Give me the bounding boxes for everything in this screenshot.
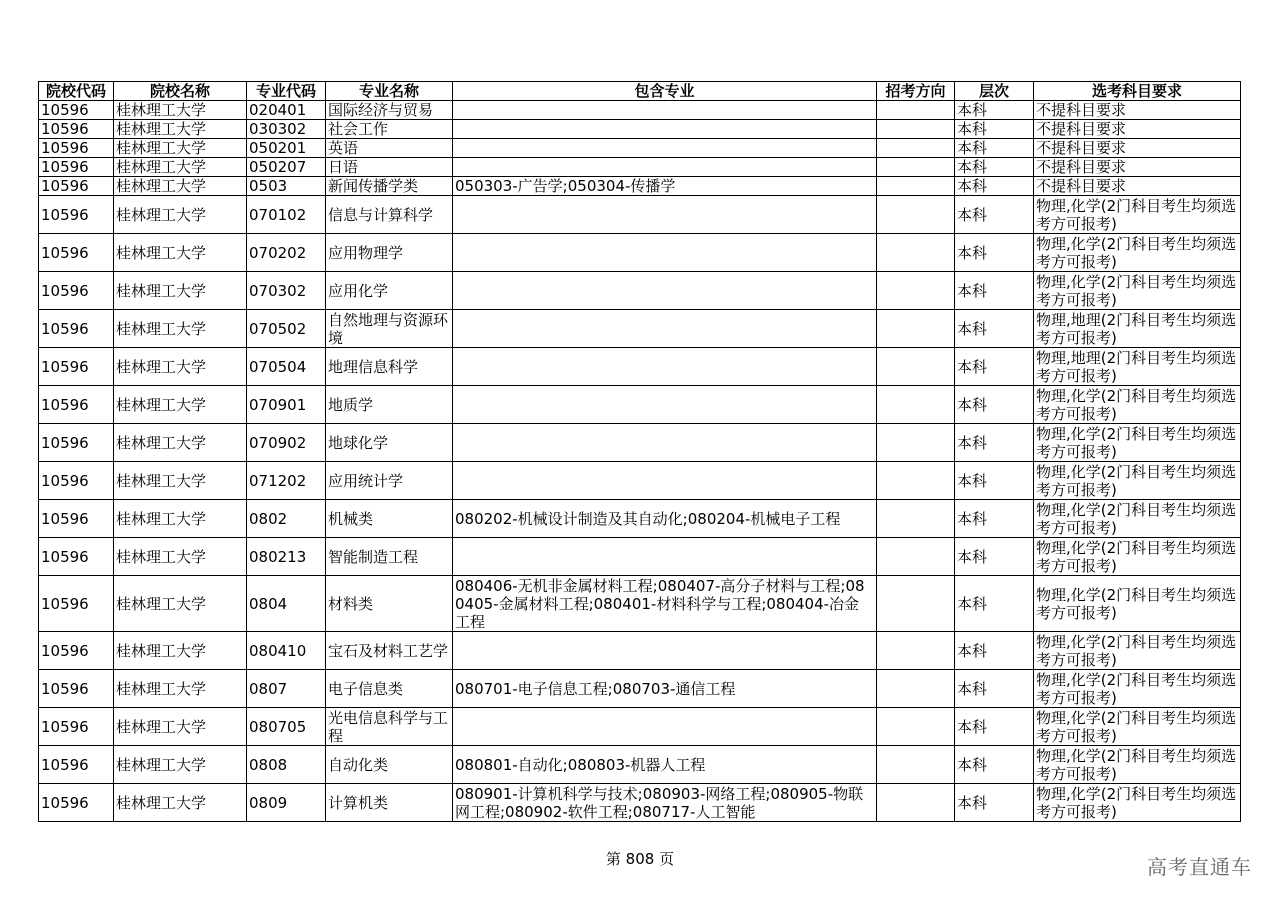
major-name-cell: 地球化学 xyxy=(326,424,453,462)
school-code-cell: 10596 xyxy=(39,632,114,670)
table-row xyxy=(39,158,1241,177)
major-code-cell: 0809 xyxy=(247,784,326,822)
included-majors-cell xyxy=(453,348,877,386)
subject-requirements-cell: 物理,化学(2门科目考生均须选考方可报考) xyxy=(1034,424,1241,462)
table-row xyxy=(39,576,1241,632)
school-name-cell: 桂林理工大学 xyxy=(114,670,247,708)
school-code-cell: 10596 xyxy=(39,158,114,177)
major-name-cell: 应用统计学 xyxy=(326,462,453,500)
school-name-cell: 桂林理工大学 xyxy=(114,177,247,196)
admission-direction-cell xyxy=(877,310,955,348)
subject-requirements-cell: 物理,化学(2门科目考生均须选考方可报考) xyxy=(1034,708,1241,746)
major-name-cell: 新闻传播学类 xyxy=(326,177,453,196)
included-majors-cell: 080901-计算机科学与技术;080903-网络工程;080905-物联网工程;080902-软件工程;080717-人工智能 xyxy=(453,784,877,822)
subject-requirements-cell: 物理,化学(2门科目考生均须选考方可报考) xyxy=(1034,784,1241,822)
school-code-cell: 10596 xyxy=(39,462,114,500)
admission-direction-cell xyxy=(877,234,955,272)
major-name-cell: 应用化学 xyxy=(326,272,453,310)
table-row xyxy=(39,538,1241,576)
subject-requirements-cell: 物理,化学(2门科目考生均须选考方可报考) xyxy=(1034,462,1241,500)
table-header-row xyxy=(39,82,1241,101)
included-majors-cell xyxy=(453,101,877,120)
school-name-cell: 桂林理工大学 xyxy=(114,348,247,386)
subject-requirements-cell: 不提科目要求 xyxy=(1034,177,1241,196)
table-row xyxy=(39,462,1241,500)
level-cell: 本科 xyxy=(955,746,1034,784)
major-code-cell: 080410 xyxy=(247,632,326,670)
table-row xyxy=(39,348,1241,386)
table-row xyxy=(39,784,1241,822)
school-code-cell: 10596 xyxy=(39,234,114,272)
level-cell: 本科 xyxy=(955,500,1034,538)
school-code-cell: 10596 xyxy=(39,538,114,576)
major-code-cell: 0802 xyxy=(247,500,326,538)
major-code-cell: 050201 xyxy=(247,139,326,158)
table-row xyxy=(39,386,1241,424)
subject-requirements-cell: 不提科目要求 xyxy=(1034,158,1241,177)
school-name-cell: 桂林理工大学 xyxy=(114,708,247,746)
school-name-cell: 桂林理工大学 xyxy=(114,424,247,462)
school-code-cell: 10596 xyxy=(39,424,114,462)
level-cell: 本科 xyxy=(955,120,1034,139)
school-name-cell: 桂林理工大学 xyxy=(114,139,247,158)
major-name-cell: 英语 xyxy=(326,139,453,158)
table-row xyxy=(39,424,1241,462)
level-cell: 本科 xyxy=(955,462,1034,500)
included-majors-cell: 080406-无机非金属材料工程;080407-高分子材料与工程;080405-金属材料工程;080401-材料科学与工程;080404-冶金工程 xyxy=(453,576,877,632)
header-school-code: 院校代码 xyxy=(39,82,114,101)
admission-direction-cell xyxy=(877,576,955,632)
major-name-cell: 应用物理学 xyxy=(326,234,453,272)
major-name-cell: 计算机类 xyxy=(326,784,453,822)
major-name-cell: 信息与计算科学 xyxy=(326,196,453,234)
admission-direction-cell xyxy=(877,424,955,462)
table-row xyxy=(39,101,1241,120)
major-code-cell: 0808 xyxy=(247,746,326,784)
table-row xyxy=(39,670,1241,708)
watermark-logo-text: 高考直通车 xyxy=(1147,855,1252,879)
major-code-cell: 071202 xyxy=(247,462,326,500)
school-code-cell: 10596 xyxy=(39,272,114,310)
subject-requirements-cell: 物理,化学(2门科目考生均须选考方可报考) xyxy=(1034,196,1241,234)
major-code-cell: 070504 xyxy=(247,348,326,386)
admission-direction-cell xyxy=(877,500,955,538)
table-row xyxy=(39,234,1241,272)
level-cell: 本科 xyxy=(955,348,1034,386)
included-majors-cell xyxy=(453,632,877,670)
major-name-cell: 电子信息类 xyxy=(326,670,453,708)
subject-requirements-cell: 物理,化学(2门科目考生均须选考方可报考) xyxy=(1034,500,1241,538)
major-code-cell: 070901 xyxy=(247,386,326,424)
included-majors-cell: 080701-电子信息工程;080703-通信工程 xyxy=(453,670,877,708)
admission-direction-cell xyxy=(877,139,955,158)
subject-requirements-cell: 物理,化学(2门科目考生均须选考方可报考) xyxy=(1034,386,1241,424)
school-name-cell: 桂林理工大学 xyxy=(114,462,247,500)
admission-direction-cell xyxy=(877,120,955,139)
level-cell: 本科 xyxy=(955,538,1034,576)
school-code-cell: 10596 xyxy=(39,310,114,348)
school-code-cell: 10596 xyxy=(39,120,114,139)
major-name-cell: 材料类 xyxy=(326,576,453,632)
major-name-cell: 国际经济与贸易 xyxy=(326,101,453,120)
admission-direction-cell xyxy=(877,386,955,424)
header-major-name: 专业名称 xyxy=(326,82,453,101)
school-name-cell: 桂林理工大学 xyxy=(114,784,247,822)
included-majors-cell xyxy=(453,158,877,177)
included-majors-cell xyxy=(453,424,877,462)
school-name-cell: 桂林理工大学 xyxy=(114,310,247,348)
table-row xyxy=(39,120,1241,139)
admission-direction-cell xyxy=(877,348,955,386)
subject-requirements-cell: 物理,地理(2门科目考生均须选考方可报考) xyxy=(1034,348,1241,386)
school-code-cell: 10596 xyxy=(39,670,114,708)
admission-direction-cell xyxy=(877,784,955,822)
major-code-cell: 070202 xyxy=(247,234,326,272)
level-cell: 本科 xyxy=(955,632,1034,670)
major-name-cell: 日语 xyxy=(326,158,453,177)
admission-direction-cell xyxy=(877,462,955,500)
level-cell: 本科 xyxy=(955,177,1034,196)
major-code-cell: 050207 xyxy=(247,158,326,177)
subject-requirements-cell: 物理,地理(2门科目考生均须选考方可报考) xyxy=(1034,310,1241,348)
included-majors-cell: 050303-广告学;050304-传播学 xyxy=(453,177,877,196)
major-code-cell: 030302 xyxy=(247,120,326,139)
major-code-cell: 0807 xyxy=(247,670,326,708)
table-row xyxy=(39,196,1241,234)
level-cell: 本科 xyxy=(955,272,1034,310)
level-cell: 本科 xyxy=(955,310,1034,348)
school-name-cell: 桂林理工大学 xyxy=(114,632,247,670)
level-cell: 本科 xyxy=(955,139,1034,158)
major-code-cell: 0503 xyxy=(247,177,326,196)
school-name-cell: 桂林理工大学 xyxy=(114,158,247,177)
school-name-cell: 桂林理工大学 xyxy=(114,272,247,310)
major-code-cell: 080705 xyxy=(247,708,326,746)
included-majors-cell: 080202-机械设计制造及其自动化;080204-机械电子工程 xyxy=(453,500,877,538)
school-name-cell: 桂林理工大学 xyxy=(114,500,247,538)
school-code-cell: 10596 xyxy=(39,139,114,158)
table-row xyxy=(39,310,1241,348)
subject-requirements-cell: 物理,化学(2门科目考生均须选考方可报考) xyxy=(1034,234,1241,272)
school-code-cell: 10596 xyxy=(39,708,114,746)
major-code-cell: 070102 xyxy=(247,196,326,234)
school-name-cell: 桂林理工大学 xyxy=(114,196,247,234)
admission-direction-cell xyxy=(877,538,955,576)
included-majors-cell xyxy=(453,462,877,500)
level-cell: 本科 xyxy=(955,386,1034,424)
included-majors-cell xyxy=(453,386,877,424)
level-cell: 本科 xyxy=(955,708,1034,746)
school-name-cell: 桂林理工大学 xyxy=(114,101,247,120)
included-majors-cell xyxy=(453,196,877,234)
subject-requirements-cell: 物理,化学(2门科目考生均须选考方可报考) xyxy=(1034,746,1241,784)
major-name-cell: 社会工作 xyxy=(326,120,453,139)
level-cell: 本科 xyxy=(955,784,1034,822)
major-code-cell: 070502 xyxy=(247,310,326,348)
subject-requirements-cell: 物理,化学(2门科目考生均须选考方可报考) xyxy=(1034,272,1241,310)
included-majors-cell: 080801-自动化;080803-机器人工程 xyxy=(453,746,877,784)
level-cell: 本科 xyxy=(955,158,1034,177)
included-majors-cell xyxy=(453,310,877,348)
school-code-cell: 10596 xyxy=(39,746,114,784)
major-code-cell: 080213 xyxy=(247,538,326,576)
page-number: 第 808 页 xyxy=(605,850,675,868)
included-majors-cell xyxy=(453,139,877,158)
school-name-cell: 桂林理工大学 xyxy=(114,746,247,784)
header-included-majors: 包含专业 xyxy=(453,82,877,101)
admission-direction-cell xyxy=(877,101,955,120)
major-code-cell: 070902 xyxy=(247,424,326,462)
included-majors-cell xyxy=(453,708,877,746)
major-name-cell: 自然地理与资源环境 xyxy=(326,310,453,348)
header-school-name: 院校名称 xyxy=(114,82,247,101)
level-cell: 本科 xyxy=(955,101,1034,120)
included-majors-cell xyxy=(453,234,877,272)
table-row xyxy=(39,500,1241,538)
included-majors-cell xyxy=(453,272,877,310)
school-code-cell: 10596 xyxy=(39,196,114,234)
table-row xyxy=(39,708,1241,746)
school-name-cell: 桂林理工大学 xyxy=(114,386,247,424)
admissions-table xyxy=(38,81,1241,822)
school-code-cell: 10596 xyxy=(39,348,114,386)
subject-requirements-cell: 物理,化学(2门科目考生均须选考方可报考) xyxy=(1034,576,1241,632)
subject-requirements-cell: 不提科目要求 xyxy=(1034,101,1241,120)
major-name-cell: 机械类 xyxy=(326,500,453,538)
major-name-cell: 光电信息科学与工程 xyxy=(326,708,453,746)
school-name-cell: 桂林理工大学 xyxy=(114,120,247,139)
major-code-cell: 070302 xyxy=(247,272,326,310)
level-cell: 本科 xyxy=(955,196,1034,234)
table-row xyxy=(39,177,1241,196)
school-name-cell: 桂林理工大学 xyxy=(114,538,247,576)
major-code-cell: 0804 xyxy=(247,576,326,632)
major-name-cell: 宝石及材料工艺学 xyxy=(326,632,453,670)
major-name-cell: 智能制造工程 xyxy=(326,538,453,576)
school-code-cell: 10596 xyxy=(39,177,114,196)
level-cell: 本科 xyxy=(955,424,1034,462)
admission-direction-cell xyxy=(877,177,955,196)
admission-direction-cell xyxy=(877,158,955,177)
school-name-cell: 桂林理工大学 xyxy=(114,234,247,272)
header-subject-requirements: 选考科目要求 xyxy=(1034,82,1241,101)
school-name-cell: 桂林理工大学 xyxy=(114,576,247,632)
admission-direction-cell xyxy=(877,708,955,746)
included-majors-cell xyxy=(453,538,877,576)
major-name-cell: 地理信息科学 xyxy=(326,348,453,386)
school-code-cell: 10596 xyxy=(39,386,114,424)
subject-requirements-cell: 不提科目要求 xyxy=(1034,120,1241,139)
admission-direction-cell xyxy=(877,670,955,708)
table-row xyxy=(39,746,1241,784)
table-row xyxy=(39,272,1241,310)
level-cell: 本科 xyxy=(955,670,1034,708)
major-name-cell: 地质学 xyxy=(326,386,453,424)
school-code-cell: 10596 xyxy=(39,101,114,120)
admission-direction-cell xyxy=(877,272,955,310)
subject-requirements-cell: 物理,化学(2门科目考生均须选考方可报考) xyxy=(1034,670,1241,708)
major-name-cell: 自动化类 xyxy=(326,746,453,784)
included-majors-cell xyxy=(453,120,877,139)
header-major-code: 专业代码 xyxy=(247,82,326,101)
school-code-cell: 10596 xyxy=(39,576,114,632)
admission-direction-cell xyxy=(877,632,955,670)
subject-requirements-cell: 不提科目要求 xyxy=(1034,139,1241,158)
subject-requirements-cell: 物理,化学(2门科目考生均须选考方可报考) xyxy=(1034,632,1241,670)
header-level: 层次 xyxy=(955,82,1034,101)
school-code-cell: 10596 xyxy=(39,500,114,538)
major-code-cell: 020401 xyxy=(247,101,326,120)
school-code-cell: 10596 xyxy=(39,784,114,822)
table-row xyxy=(39,632,1241,670)
subject-requirements-cell: 物理,化学(2门科目考生均须选考方可报考) xyxy=(1034,538,1241,576)
admission-direction-cell xyxy=(877,746,955,784)
level-cell: 本科 xyxy=(955,576,1034,632)
header-admission-direction: 招考方向 xyxy=(877,82,955,101)
admission-direction-cell xyxy=(877,196,955,234)
level-cell: 本科 xyxy=(955,234,1034,272)
table-row xyxy=(39,139,1241,158)
